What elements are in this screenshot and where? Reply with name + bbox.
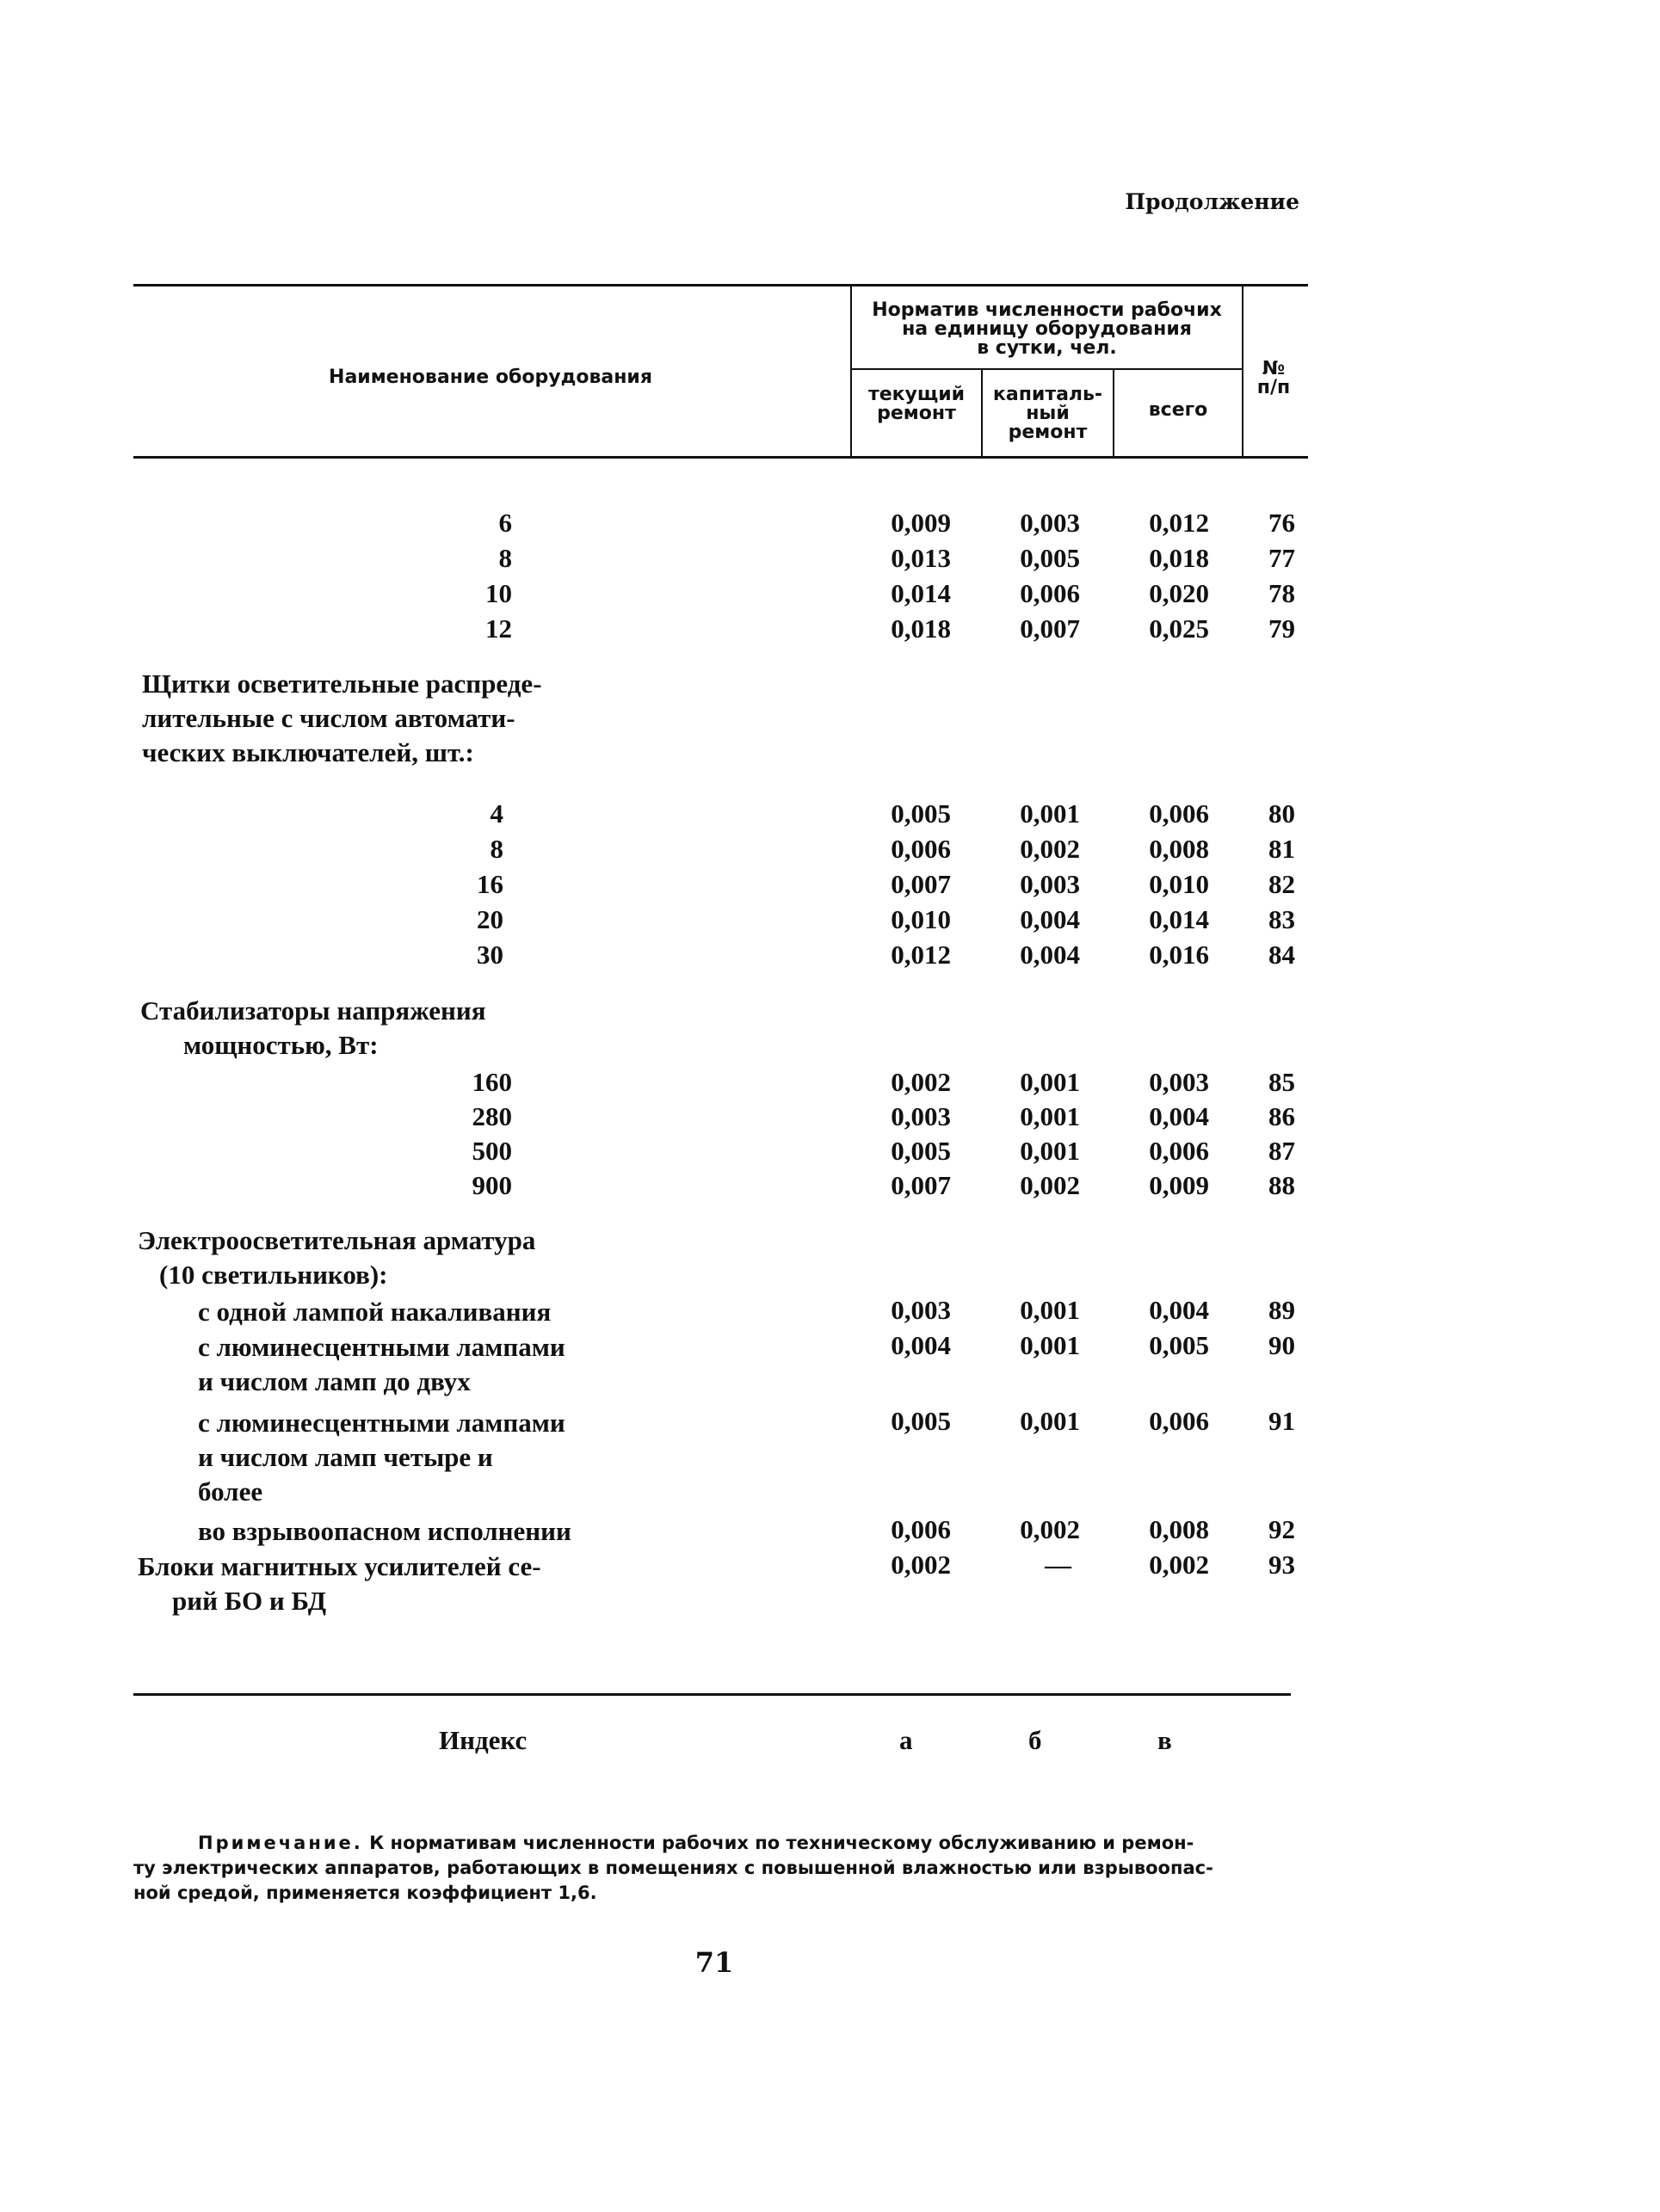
row-label-line: с люминесцентными лампами xyxy=(198,1332,565,1362)
cell-capital-repair: 0,004 xyxy=(1020,940,1080,970)
cell-total: 0,006 xyxy=(1149,1136,1209,1166)
cell-total: 0,006 xyxy=(1149,1406,1209,1436)
cell-current-repair: 0,006 xyxy=(891,834,951,864)
row-size: 500 xyxy=(472,1136,512,1166)
cell-capital-repair: 0,001 xyxy=(1020,1067,1080,1097)
cell-current-repair: 0,005 xyxy=(891,798,951,829)
cell-total: 0,003 xyxy=(1149,1067,1209,1097)
table-row xyxy=(0,1330,1660,1396)
row-label-line: Блоки магнитных усилителей се- xyxy=(138,1551,541,1581)
row-label-line: с люминесцентными лампами xyxy=(198,1408,565,1438)
header-capital-repair-line-1: капиталь- xyxy=(992,384,1103,405)
page-number: 71 xyxy=(694,1946,734,1979)
row-label-line: с одной лампой накаливания xyxy=(198,1297,552,1327)
cell-current-repair: 0,002 xyxy=(891,1550,951,1580)
cell-current-repair: 0,007 xyxy=(891,1170,951,1200)
row-size: 160 xyxy=(472,1067,512,1097)
row-size: 8 xyxy=(498,543,512,573)
cell-number: 82 xyxy=(1268,869,1295,899)
cell-total: 0,020 xyxy=(1149,578,1209,608)
cell-capital-repair: 0,001 xyxy=(1020,1101,1080,1131)
group-heading-line: мощностью, Вт: xyxy=(183,1030,379,1060)
cell-number: 93 xyxy=(1268,1550,1295,1580)
cell-capital-repair: — xyxy=(1045,1550,1071,1580)
row-label-line: рий БО и БД xyxy=(172,1586,327,1616)
row-size: 6 xyxy=(498,508,512,538)
header-capital-repair-line-3: ремонт xyxy=(1008,422,1088,443)
cell-current-repair: 0,018 xyxy=(891,613,951,644)
continuation-label: Продолжение xyxy=(1125,189,1299,214)
header-current-repair-line-2: ремонт xyxy=(877,403,956,424)
cell-number: 90 xyxy=(1268,1330,1295,1360)
cell-capital-repair: 0,002 xyxy=(1020,1170,1080,1200)
cell-total: 0,010 xyxy=(1149,869,1209,899)
cell-total: 0,018 xyxy=(1149,543,1209,573)
header-current-repair xyxy=(852,385,981,423)
row-size: 30 xyxy=(477,940,503,970)
cell-total: 0,014 xyxy=(1149,904,1209,934)
footnote-first-line xyxy=(133,1831,1304,1856)
group-heading-line: лительные с числом автомати- xyxy=(142,703,515,733)
cell-capital-repair: 0,003 xyxy=(1020,869,1080,899)
cell-total: 0,004 xyxy=(1149,1295,1209,1325)
cell-current-repair: 0,012 xyxy=(891,940,951,970)
group-heading-line: ческих выключателей, шт.: xyxy=(142,737,474,767)
header-norm-group xyxy=(852,301,1242,358)
cell-capital-repair: 0,007 xyxy=(1020,613,1080,644)
cell-number: 85 xyxy=(1268,1067,1295,1097)
row-label xyxy=(198,1330,565,1399)
cell-total: 0,025 xyxy=(1149,613,1209,644)
cell-capital-repair: 0,001 xyxy=(1020,1295,1080,1325)
table-row xyxy=(0,1136,1660,1170)
row-size: 4 xyxy=(490,798,503,829)
table-row xyxy=(0,1170,1660,1205)
cell-current-repair: 0,006 xyxy=(891,1514,951,1544)
footnote-caption: Примечание. xyxy=(198,1833,363,1853)
table-row xyxy=(0,904,1660,939)
cell-capital-repair: 0,005 xyxy=(1020,543,1080,573)
cell-total: 0,012 xyxy=(1149,508,1209,538)
table-row xyxy=(0,1101,1660,1136)
cell-total: 0,004 xyxy=(1149,1101,1209,1131)
cell-number: 91 xyxy=(1268,1406,1295,1436)
cell-current-repair: 0,005 xyxy=(891,1406,951,1436)
group-heading-lighting-panels xyxy=(142,667,542,770)
cell-number: 80 xyxy=(1268,798,1295,829)
row-size: 280 xyxy=(472,1101,512,1131)
row-label-line: во взрывоопасном исполнении xyxy=(198,1516,571,1546)
cell-capital-repair: 0,003 xyxy=(1020,508,1080,538)
cell-current-repair: 0,003 xyxy=(891,1101,951,1131)
cell-number: 83 xyxy=(1268,904,1295,934)
cell-total: 0,008 xyxy=(1149,834,1209,864)
cell-current-repair: 0,013 xyxy=(891,543,951,573)
table-row xyxy=(0,578,1660,613)
header-number-label: п/п xyxy=(1256,377,1291,398)
row-label-line: и числом ламп четыре и xyxy=(198,1442,493,1472)
index-label: Индекс xyxy=(439,1725,528,1755)
cell-number: 78 xyxy=(1268,578,1295,608)
cell-capital-repair: 0,001 xyxy=(1020,798,1080,829)
cell-number: 89 xyxy=(1268,1295,1295,1325)
group-heading-line: Электроосветительная арматура xyxy=(138,1225,536,1255)
index-c: в xyxy=(1157,1725,1172,1755)
cell-capital-repair: 0,001 xyxy=(1020,1406,1080,1436)
table-row xyxy=(0,1550,1660,1616)
row-size: 10 xyxy=(485,578,512,608)
row-label xyxy=(198,1406,565,1509)
header-current-repair-line-1: текущий xyxy=(867,384,966,405)
group-heading-voltage-stabilizers xyxy=(140,994,486,1063)
table-row xyxy=(0,1514,1660,1549)
cell-current-repair: 0,009 xyxy=(891,508,951,538)
group-heading-line: Стабилизаторы напряжения xyxy=(140,995,486,1026)
group-heading-line: (10 светильников): xyxy=(159,1260,388,1290)
header-name-column: Наименование оборудования xyxy=(329,367,652,388)
row-size: 900 xyxy=(472,1170,512,1200)
cell-number: 77 xyxy=(1268,543,1295,573)
table-bottom-rule xyxy=(133,1693,1291,1696)
header-capital-repair xyxy=(983,385,1113,442)
row-size: 8 xyxy=(490,834,503,864)
header-norm-line-2: на единицу оборудования xyxy=(902,318,1192,340)
table-row xyxy=(0,1406,1660,1507)
cell-total: 0,006 xyxy=(1149,798,1209,829)
row-label xyxy=(198,1295,551,1329)
table-row xyxy=(0,834,1660,868)
cell-current-repair: 0,014 xyxy=(891,578,951,608)
cell-total: 0,008 xyxy=(1149,1514,1209,1544)
header-number-column xyxy=(1243,360,1304,397)
table-row xyxy=(0,1067,1660,1101)
row-label-line: и числом ламп до двух xyxy=(198,1366,471,1396)
row-size: 12 xyxy=(485,613,512,644)
group-heading-lighting-fixtures xyxy=(138,1223,535,1292)
table-row xyxy=(0,543,1660,577)
cell-total: 0,002 xyxy=(1149,1550,1209,1580)
cell-current-repair: 0,010 xyxy=(891,904,951,934)
cell-number: 84 xyxy=(1268,940,1295,970)
cell-capital-repair: 0,002 xyxy=(1020,834,1080,864)
cell-number: 81 xyxy=(1268,834,1295,864)
cell-number: 87 xyxy=(1268,1136,1295,1166)
header-norm-line-1: Норматив численности рабочих xyxy=(872,299,1222,321)
table-row xyxy=(0,869,1660,903)
footnote-text: К нормативам численности рабочих по техническому обслуживанию и ремон- xyxy=(369,1833,1194,1853)
row-label xyxy=(198,1514,571,1549)
cell-capital-repair: 0,006 xyxy=(1020,578,1080,608)
table-row xyxy=(0,1295,1660,1329)
cell-current-repair: 0,005 xyxy=(891,1136,951,1166)
cell-total: 0,005 xyxy=(1149,1330,1209,1360)
row-size: 20 xyxy=(477,904,503,934)
table-top-rule xyxy=(133,284,1308,287)
table-row xyxy=(0,613,1660,648)
index-b: б xyxy=(1028,1725,1042,1755)
cell-total: 0,016 xyxy=(1149,940,1209,970)
footnote-line: ту электрических аппаратов, работающих в помещениях с повышенной влажностью или взрывоопас- xyxy=(133,1858,1213,1878)
header-norm-line-3: в сутки, чел. xyxy=(977,337,1117,359)
cell-number: 86 xyxy=(1268,1101,1295,1131)
table-row xyxy=(0,508,1660,542)
cell-number: 92 xyxy=(1268,1514,1295,1544)
cell-number: 76 xyxy=(1268,508,1295,538)
cell-total: 0,009 xyxy=(1149,1170,1209,1200)
header-capital-repair-line-2: ный xyxy=(1026,403,1070,424)
table-row xyxy=(0,940,1660,974)
row-label xyxy=(138,1550,541,1618)
cell-current-repair: 0,004 xyxy=(891,1330,951,1360)
row-size: 16 xyxy=(477,869,503,899)
header-number-sign: № xyxy=(1262,358,1286,379)
footnote xyxy=(133,1831,1304,1906)
row-label-line: более xyxy=(198,1476,263,1507)
index-a: а xyxy=(899,1725,913,1755)
group-heading-line: Щитки осветительные распреде- xyxy=(142,669,542,699)
header-bottom-rule xyxy=(133,456,1308,459)
norm-subheader-rule xyxy=(852,368,1243,370)
cell-capital-repair: 0,001 xyxy=(1020,1136,1080,1166)
cell-current-repair: 0,007 xyxy=(891,869,951,899)
cell-capital-repair: 0,004 xyxy=(1020,904,1080,934)
cell-number: 79 xyxy=(1268,613,1295,644)
cell-current-repair: 0,003 xyxy=(891,1295,951,1325)
cell-capital-repair: 0,002 xyxy=(1020,1514,1080,1544)
cell-number: 88 xyxy=(1268,1170,1295,1200)
cell-current-repair: 0,002 xyxy=(891,1067,951,1097)
header-total: всего xyxy=(1148,399,1208,421)
footnote-line: ной средой, применяется коэффициент 1,6. xyxy=(133,1882,597,1903)
table-row xyxy=(0,798,1660,833)
cell-capital-repair: 0,001 xyxy=(1020,1330,1080,1360)
